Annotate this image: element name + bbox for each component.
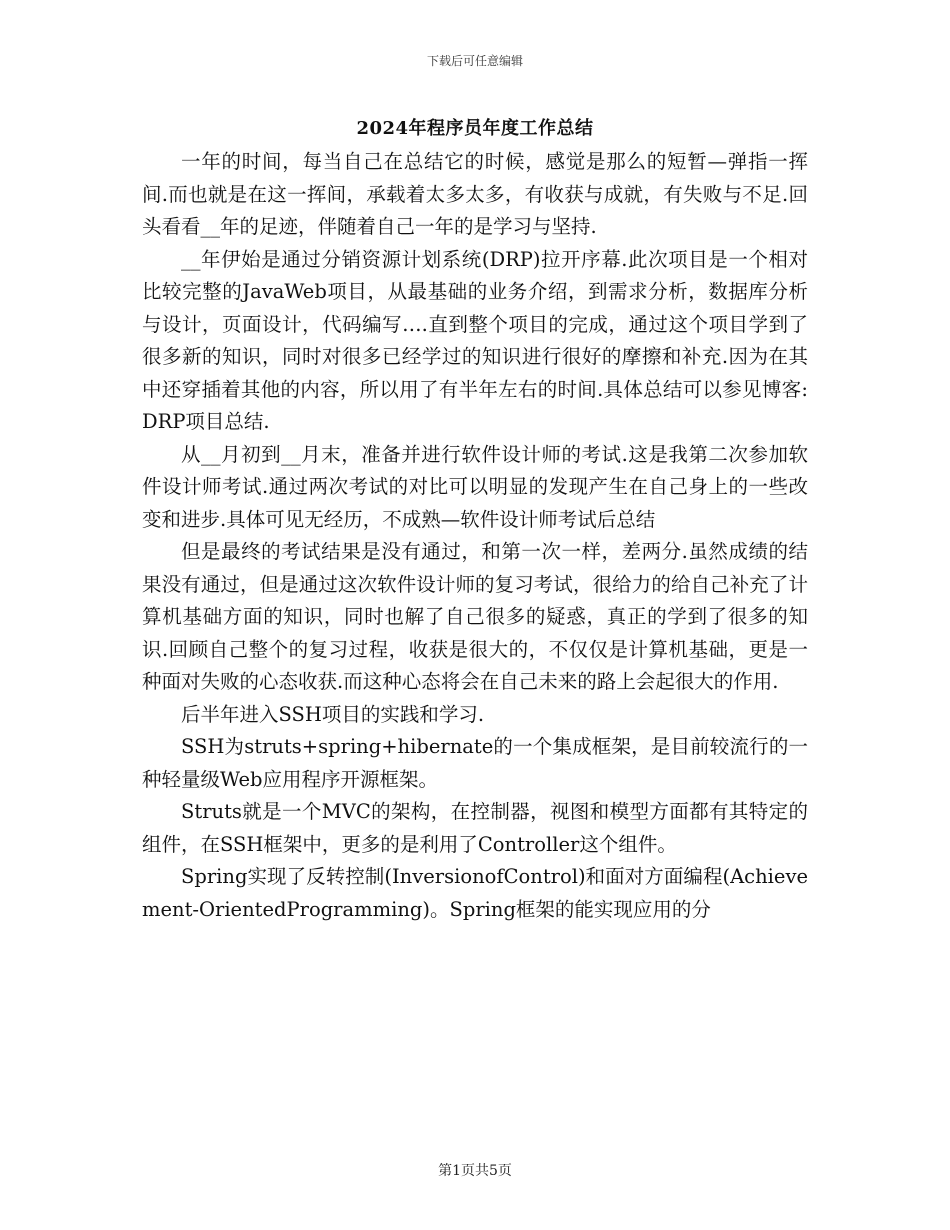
paragraph: Struts就是一个MVC的架构，在控制器，视图和模型方面都有其特定的组件，在SSH框架中，更多的是利用了Controller这个组件。 <box>142 800 808 856</box>
paragraph: 但是最终的考试结果是没有通过，和第一次一样，差两分.虽然成绩的结果没有通过，但是通过这次软件设计师的复习考试，很给力的给自己补充了计算机基础方面的知识，同时也解了自己很多的疑惑，真正的学到了很多的知识.回顾自己整个的复习过程，收获是很大的，不仅仅是计算机基础，更是一种面对失败的心态收获.而这种心态将会在自己未来的路上会起很大的作用. <box>142 540 808 693</box>
paragraph: 后半年进入SSH项目的实践和学习. <box>181 702 485 726</box>
paragraph: SSH为struts+spring+hibernate的一个集成框架，是目前较流行的一种轻量级Web应用程序开源框架。 <box>142 735 808 791</box>
document-body <box>142 146 808 926</box>
paragraph: 一年的时间，每当自己在总结它的时候，感觉是那么的短暂—弹指一挥间.而也就是在这一挥间，承载着太多太多，有收获与成就，有失败与不足.回头看看__年的足迹，伴随着自己一年的是学习与坚持. <box>142 150 808 238</box>
paragraph: __年伊始是通过分销资源计划系统(DRP)拉开序幕.此次项目是一个相对比较完整的JavaWeb项目，从最基础的业务介绍，到需求分析，数据库分析与设计，页面设计，代码编写….直到整个项目的完成，通过这个项目学到了很多新的知识，同时对很多已经学过的知识进行很好的摩擦和补充.因为在其中还穿插着其他的内容，所以用了有半年左右的时间.具体总结可以参见博客:DRP项目总结. <box>142 247 808 433</box>
header-note: 下载后可任意编辑 <box>426 54 523 68</box>
paragraph: 从__月初到__月末，准备并进行软件设计师的考试.这是我第二次参加软件设计师考试.通过两次考试的对比可以明显的发现产生在自己身上的一些改变和进步.具体可见无经历，不成熟—软件设计师考试后总结 <box>142 442 808 531</box>
document-title: 2024年程序员年度工作总结 <box>356 118 594 139</box>
paragraph: Spring实现了反转控制(InversionofControl)和面对方面编程(Achievement-OrientedProgramming)。Spring框架的能实现应用的分 <box>142 865 808 921</box>
page-number-footer: 第1页共5页 <box>438 1163 512 1179</box>
